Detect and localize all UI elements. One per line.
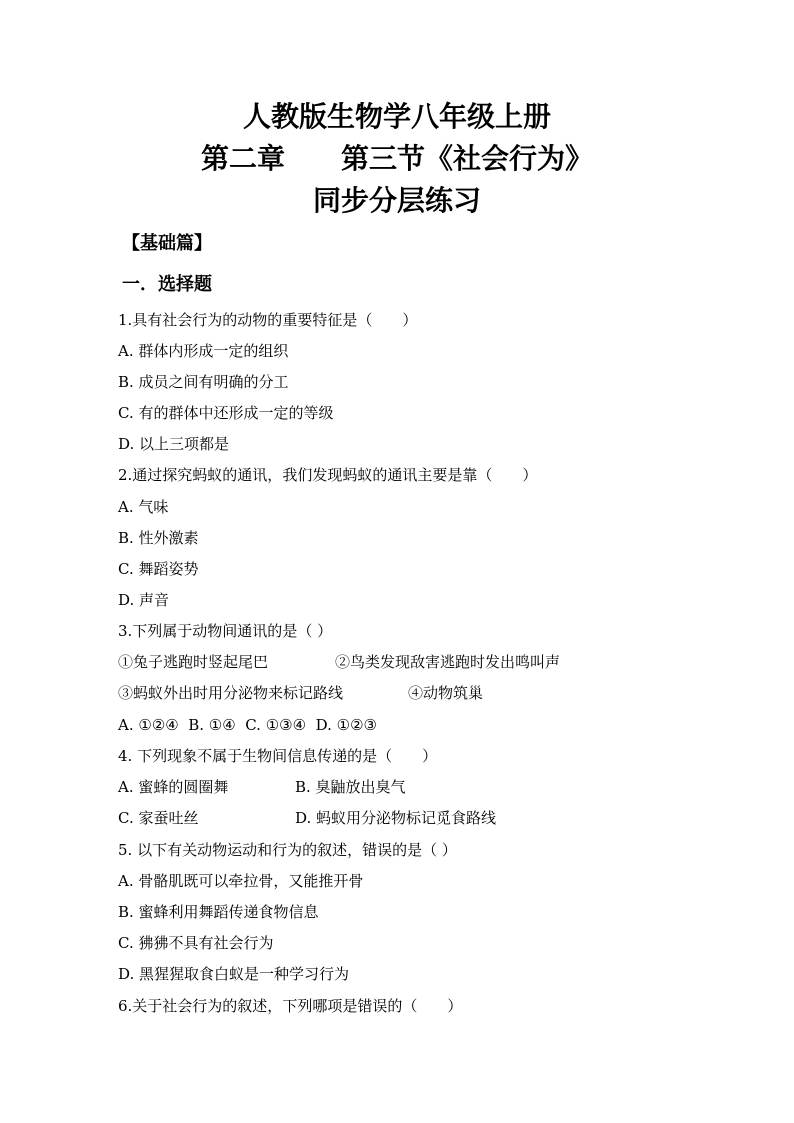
question-3-item-2: ②鸟类发现敌害逃跑时发出鸣叫声	[335, 653, 561, 671]
question-5-option-a: A. 骨骼肌既可以牵拉骨，又能推开骨	[118, 872, 364, 890]
title-line-2: 第二章 第三节《社会行为》	[200, 142, 593, 175]
question-5-stem: 5. 以下有关动物运动和行为的叙述，错误的是（ ）	[118, 841, 457, 859]
question-5-option-d: D. 黑猩猩取食白蚁是一种学习行为	[118, 965, 350, 983]
title-line-3: 同步分层练习	[312, 184, 481, 217]
question-6-stem: 6.关于社会行为的叙述，下列哪项是错误的（ ）	[118, 997, 463, 1015]
question-3-item-3: ③蚂蚁外出时用分泌物来标记路线	[118, 684, 344, 702]
question-4-stem: 4. 下列现象不属于生物间信息传递的是（ ）	[118, 747, 438, 765]
question-4-option-a: A. 蜜蜂的圆圈舞	[118, 778, 229, 796]
question-2-option-a: A. 气味	[118, 498, 169, 516]
question-1-option-d: D. 以上三项都是	[118, 435, 230, 453]
question-4-option-b: B. 臭鼬放出臭气	[295, 778, 406, 796]
question-3-stem: 3.下列属于动物间通讯的是（ ）	[118, 622, 333, 640]
question-1-option-a: A. 群体内形成一定的组织	[118, 342, 289, 360]
question-5-option-c: C. 狒狒不具有社会行为	[118, 934, 274, 952]
question-2-option-b: B. 性外激素	[118, 529, 199, 547]
question-3-item-4: ④动物筑巢	[408, 684, 484, 702]
question-2-option-c: C. 舞蹈姿势	[118, 560, 199, 578]
question-4-option-d: D. 蚂蚁用分泌物标记觅食路线	[295, 809, 497, 827]
question-1-stem: 1.具有社会行为的动物的重要特征是（ ）	[118, 311, 418, 329]
question-3-options: A. ①②④ B. ①④ C. ①③④ D. ①②③	[118, 716, 377, 734]
question-5-option-b: B. 蜜蜂利用舞蹈传递食物信息	[118, 903, 319, 921]
title-line-1: 人教版生物学八年级上册	[242, 100, 551, 133]
question-4-option-c: C. 家蚕吐丝	[118, 809, 199, 827]
section-level-label: 【基础篇】	[122, 233, 212, 254]
question-2-option-d: D. 声音	[118, 591, 170, 609]
question-3-item-1: ①兔子逃跑时竖起尾巴	[118, 653, 269, 671]
question-1-option-b: B. 成员之间有明确的分工	[118, 373, 289, 391]
section-part-heading: 一．选择题	[122, 274, 212, 295]
question-1-option-c: C. 有的群体中还形成一定的等级	[118, 404, 334, 422]
question-2-stem: 2.通过探究蚂蚁的通讯，我们发现蚂蚁的通讯主要是靠（ ）	[118, 466, 538, 484]
